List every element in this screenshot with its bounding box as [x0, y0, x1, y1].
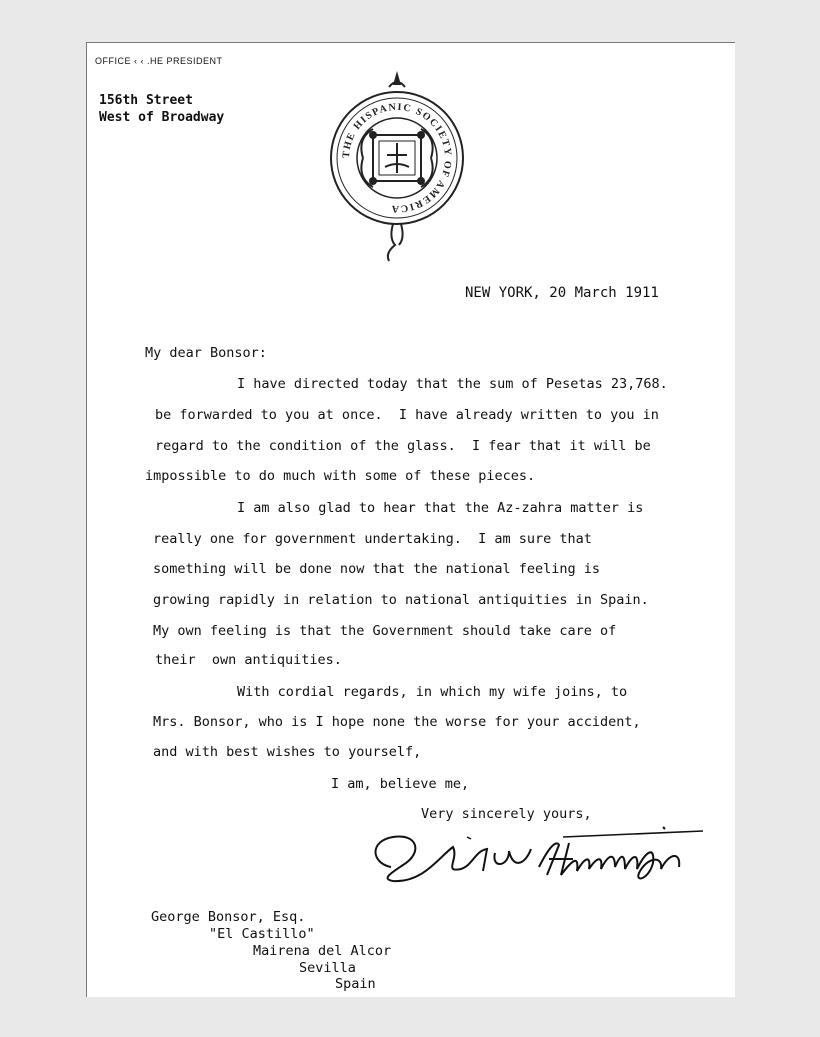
body-line: With cordial regards, in which my wife joins, to — [237, 684, 628, 700]
closing-sincerely: Very sincerely yours, — [421, 806, 592, 822]
recipient-city: Sevilla — [299, 960, 356, 976]
society-seal-icon — [327, 63, 467, 268]
body-line: Mrs. Bonsor, who is I hope none the worse for your accident, — [153, 714, 641, 730]
closing-believe: I am, believe me, — [331, 776, 470, 792]
letterhead-office: OFFICE ‹ ‹ .HE PRESIDENT — [95, 56, 223, 66]
body-line: growing rapidly in relation to national antiquities in Spain. — [153, 592, 649, 608]
body-line: I have directed today that the sum of Pesetas 23,768. — [237, 376, 668, 392]
recipient-name: George Bonsor, Esq. — [151, 909, 306, 925]
letterhead-address-street: 156th Street — [99, 93, 193, 108]
recipient-town: Mairena del Alcor — [253, 943, 392, 959]
letterhead-address-area: West of Broadway — [99, 110, 225, 125]
date-line: NEW YORK, 20 March 1911 — [465, 285, 659, 301]
body-line: regard to the condition of the glass. I fear that it will be — [155, 438, 651, 454]
body-line: really one for government undertaking. I am sure that — [153, 531, 592, 547]
signature-text: Archer M. Huntington — [363, 823, 376, 824]
seal-text: THE HISPANIC SOCIETY OF AMERICA — [340, 101, 454, 215]
body-line: I am also glad to hear that the Az-zahra matter is — [237, 500, 644, 516]
letter-page — [86, 42, 735, 997]
body-line: their own antiquities. — [155, 652, 342, 668]
salutation: My dear Bonsor: — [145, 345, 267, 361]
body-line: be forwarded to you at once. I have already written to you in — [155, 407, 659, 423]
body-line: something will be done now that the national feeling is — [153, 561, 601, 577]
body-line: My own feeling is that the Government should take care of — [153, 623, 617, 639]
body-line: and with best wishes to yourself, — [153, 744, 422, 760]
body-line: impossible to do much with some of these pieces. — [145, 468, 536, 484]
recipient-house: "El Castillo" — [209, 926, 315, 942]
signature — [363, 823, 715, 893]
recipient-country: Spain — [335, 976, 376, 992]
